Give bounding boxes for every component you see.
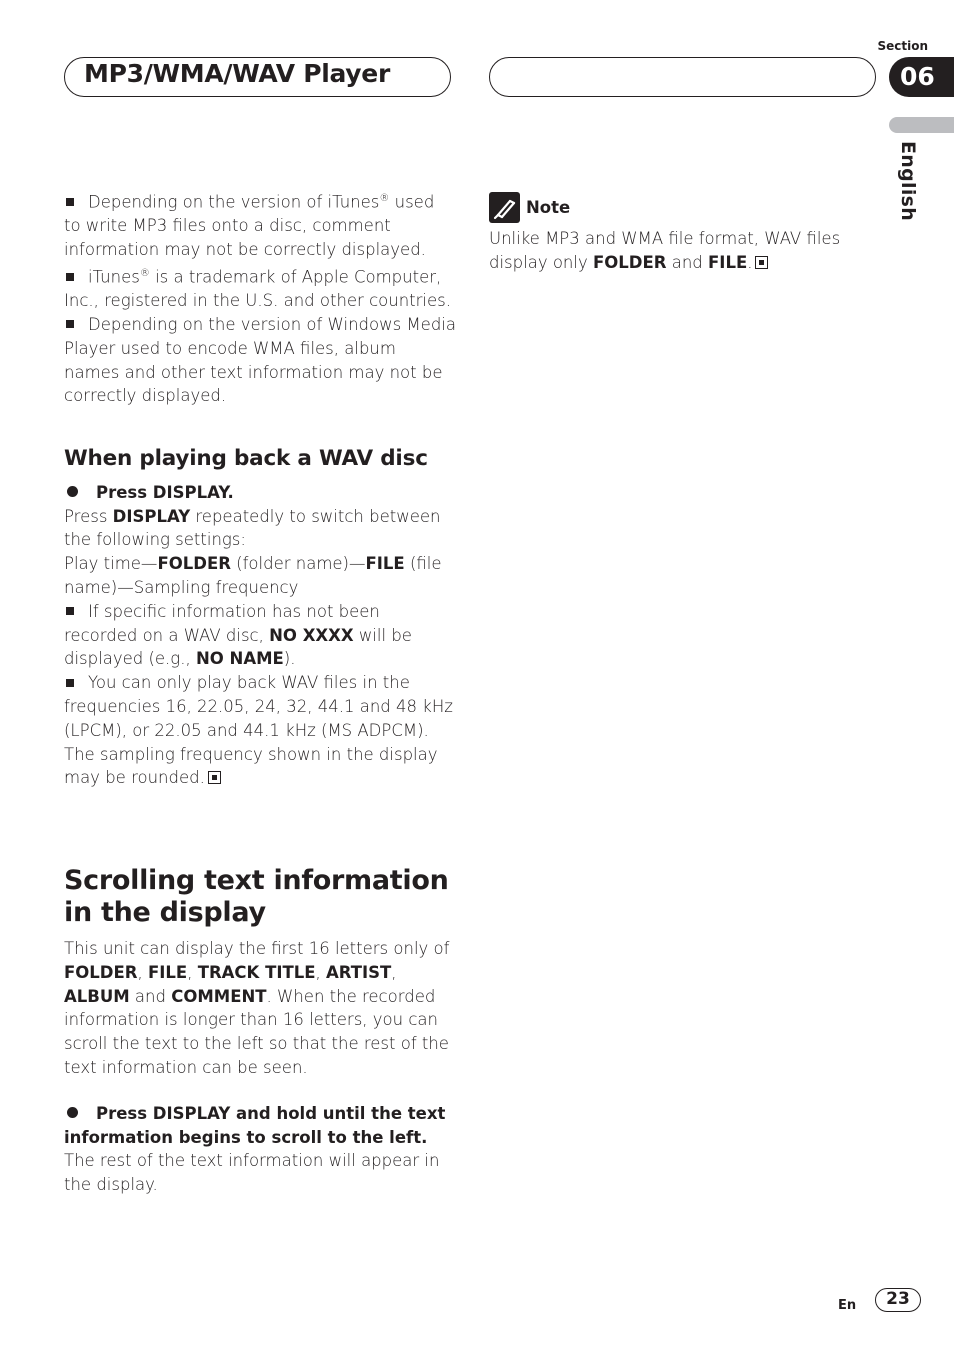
bullet-square-icon	[66, 273, 74, 281]
page-header-title: MP3/WMA/WAV Player	[84, 59, 390, 88]
wav-bullet-frequencies: You can only play back WAV files in the frequencies 16, 22.05, 24, 32, 44.1 and 48 kHz (LPCM), or 22.05 and 44.1 kHz (MS ADPCM). The sampling frequency shown in the display may be rounded.	[64, 673, 453, 788]
wav-body: Press DISPLAY repeatedly to switch between the following settings: Play time—FOLDER (folder name)—FILE (file name)—Sampling frequency	[64, 506, 442, 597]
bullet-square-icon	[66, 320, 74, 328]
bullet-itunes-trademark: iTunes® is a trademark of Apple Computer, Inc., registered in the U.S. and other countries.	[64, 267, 451, 311]
wav-section	[64, 447, 456, 790]
left-column-top	[64, 187, 456, 408]
bullet-square-icon	[66, 679, 74, 687]
language-tab-marker	[889, 117, 954, 133]
note-label: Note	[526, 197, 571, 217]
footer-language-code: En	[838, 1298, 857, 1313]
bullet-square-icon	[66, 607, 74, 615]
wav-bullet-no-info: If specific information has not been recorded on a WAV disc, NO XXXX will be displayed (e.g., NO NAME).	[64, 601, 412, 669]
wav-heading: When playing back a WAV disc	[64, 446, 428, 471]
header-right-box	[489, 57, 876, 97]
note-text: Unlike MP3 and WMA file format, WAV files display only FOLDER and FILE.	[489, 229, 841, 272]
scroll-body: This unit can display the first 16 letters only of FOLDER, FILE, TRACK TITLE, ARTIST, ALBUM and COMMENT. When the recorded information is longer than 16 letters, you can scroll the text to the left so that the rest of the text information can be seen.	[64, 939, 450, 1077]
step-bullet-icon	[67, 1107, 78, 1118]
note-header	[489, 192, 869, 223]
end-mark-icon	[208, 771, 221, 784]
scroll-step: Press DISPLAY and hold until the text information begins to scroll to the left.	[64, 1103, 446, 1147]
bullet-itunes-comment: Depending on the version of iTunes® used to write MP3 files onto a disc, comment information may not be correctly displayed.	[64, 192, 435, 260]
scroll-heading: Scrolling text information in the display	[64, 865, 449, 928]
page-number: 23	[875, 1288, 921, 1312]
scroll-section	[64, 865, 456, 1197]
section-number-tab: 06	[889, 57, 954, 97]
section-label: Section	[877, 39, 928, 53]
language-label: English	[897, 141, 919, 222]
end-mark-icon	[755, 256, 768, 269]
bullet-wma-encoding: Depending on the version of Windows Media Player used to encode WMA files, album names and other text information may not be correctly displayed.	[64, 314, 457, 406]
wav-step: Press DISPLAY.	[64, 481, 456, 505]
pencil-note-icon	[489, 192, 520, 223]
step-bullet-icon	[67, 486, 78, 497]
bullet-square-icon	[66, 198, 74, 206]
scroll-result: The rest of the text information will appear in the display.	[64, 1151, 440, 1195]
note-block	[489, 192, 869, 275]
